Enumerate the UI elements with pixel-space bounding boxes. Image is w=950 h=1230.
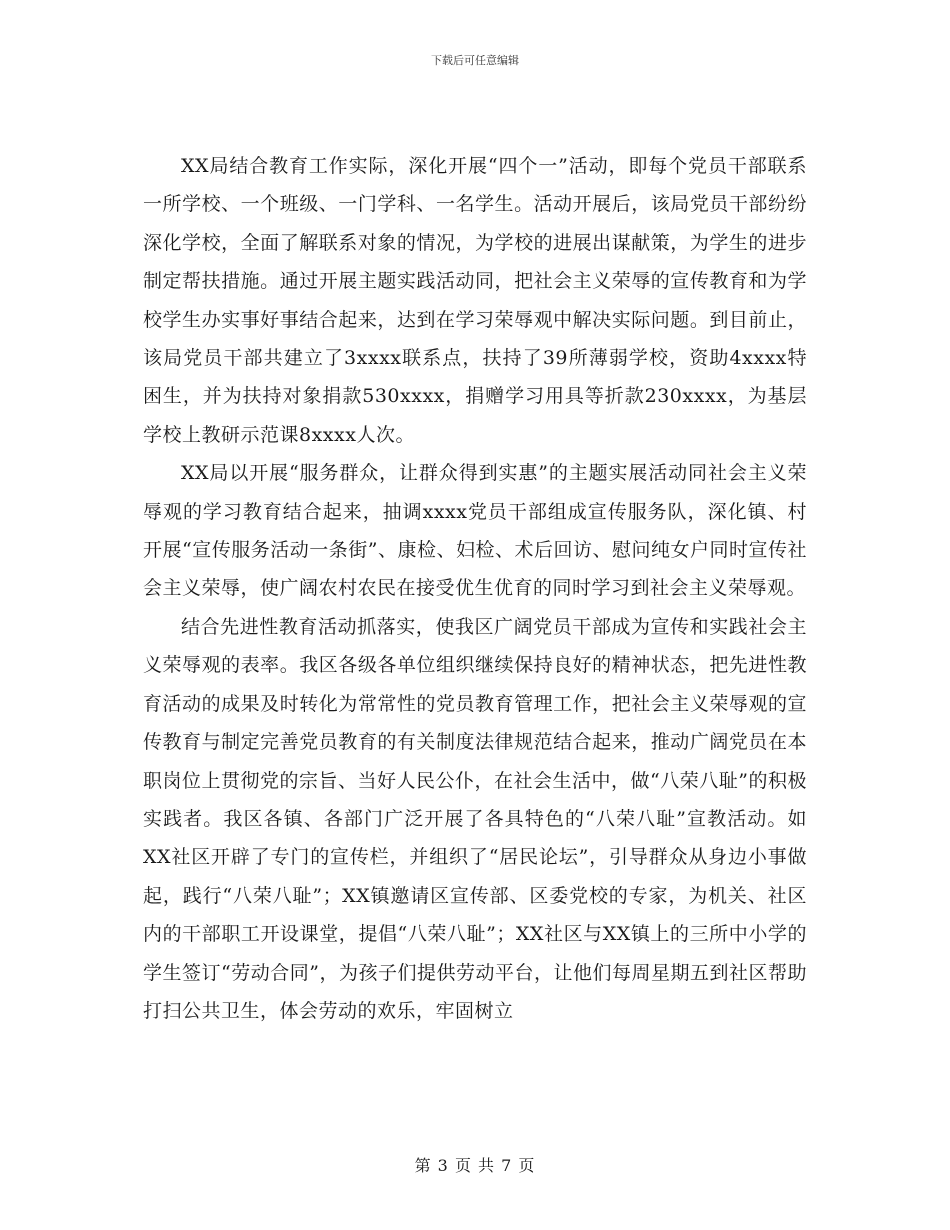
page-number: 第 3 页 共 7 页 [414, 1156, 536, 1175]
paragraph-2: XX局以开展“服务群众，让群众得到实惠”的主题实展活动同社会主义荣辱观的学习教育结合起来，抽调xxxx党员干部组成宣传服务队，深化镇、村开展“宣传服务活动一条街”、康检、妇检、术后回访、慰问纯女户同时宣传社会主义荣辱，使广阔农村农民在接受优生优育的同时学习到社会主义荣辱观。 [143, 462, 807, 600]
page-header: 下载后可任意编辑 [431, 54, 519, 67]
paragraph-1: XX局结合教育工作实际，深化开展“四个一”活动，即每个党员干部联系一所学校、一个班级、一门学科、一名学生。活动开展后，该局党员干部纷纷深化学校，全面了解联系对象的情况，为学校的进展出谋献策，为学生的进步制定帮扶措施。通过开展主题实践活动同，把社会主义荣辱的宣传教育和为学校学生办实事好事结合起来，达到在学习荣辱观中解决实际问题。到目前止，该局党员干部共建立了3xxxx联系点，扶持了39所薄弱学校，资助4xxxx特困生，并为扶持对象捐款530xxxx，捐赠学习用具等折款230xxxx，为基层学校上教研示范课8xxxx人次。 [143, 155, 807, 446]
document-body [143, 147, 807, 1030]
paragraph-3: 结合先进性教育活动抓落实，使我区广阔党员干部成为宣传和实践社会主义荣辱观的表率。我区各级各单位组织继续保持良好的精神状态，把先进性教育活动的成果及时转化为常常性的党员教育管理工作，把社会主义荣辱观的宣传教育与制定完善党员教育的有关制度法律规范结合起来，推动广阔党员在本职岗位上贯彻党的宗旨、当好人民公仆，在社会生活中，做“八荣八耻”的积极实践者。我区各镇、各部门广泛开展了各具特色的“八荣八耻”宣教活动。如XX社区开辟了专门的宣传栏，并组织了“居民论坛”，引导群众从身边小事做起，践行“八荣八耻”；XX镇邀请区宣传部、区委党校的专家，为机关、社区内的干部职工开设课堂，提倡“八荣八耻”；XX社区与XX镇上的三所中小学的学生签订“劳动合同”，为孩子们提供劳动平台，让他们每周星期五到社区帮助打扫公共卫生，体会劳动的欢乐，牢固树立 [143, 615, 807, 1022]
